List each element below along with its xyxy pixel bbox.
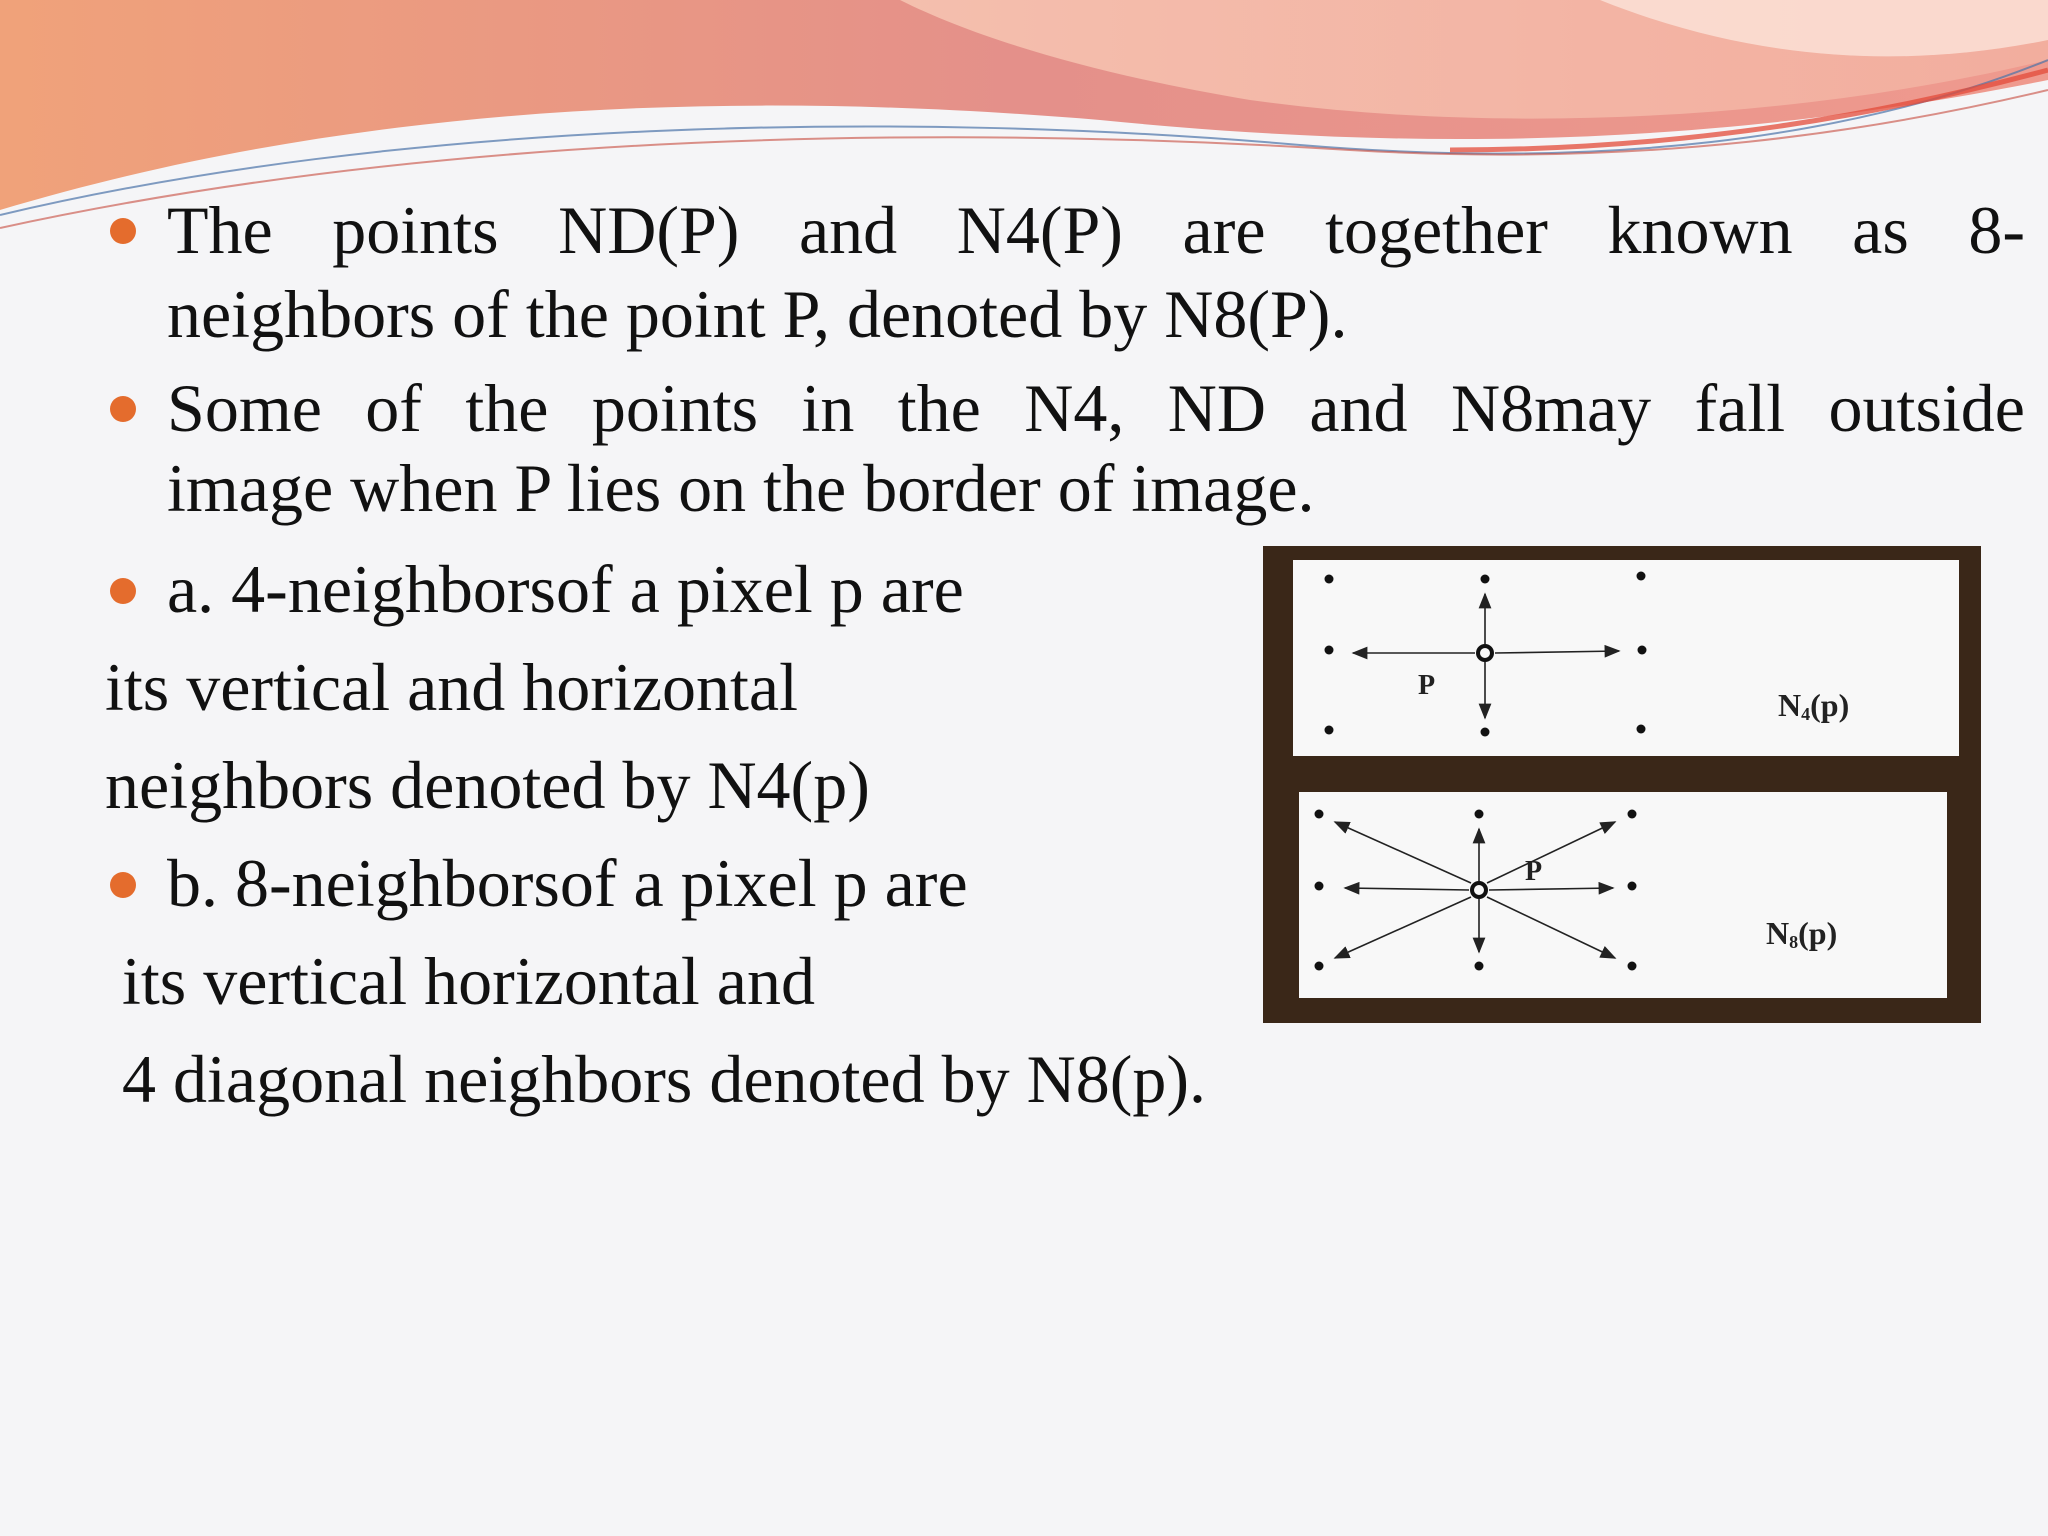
bullet-text-line: The points ND(P) and N4(P) are together known as 8-: [167, 192, 2025, 268]
continuation-line: 4 diagonal neighbors denoted by N8(p).: [105, 1041, 1206, 1117]
bullet-dot-icon: [110, 872, 136, 898]
continuation-line: its vertical horizontal and: [105, 943, 815, 1019]
n8-p-label: P: [1525, 856, 1543, 887]
n4-panel: [1293, 560, 1959, 756]
bullet-dot-icon: [110, 396, 136, 422]
n4-p-label: P: [1418, 670, 1436, 701]
neighborhood-figure: [1263, 546, 1981, 1023]
n4-name-label: N4(p): [1778, 687, 1850, 724]
continuation-line: its vertical and horizontal: [105, 649, 798, 725]
bullet-text-line: a. 4-neighborsof a pixel p are: [167, 551, 964, 627]
bullet-text-line: b. 8-neighborsof a pixel p are: [167, 845, 968, 921]
n8-panel: [1299, 792, 1947, 998]
bullet-text-line: Some of the points in the N4, ND and N8may fall outside: [167, 370, 2025, 446]
bullet-dot-icon: [110, 218, 136, 244]
bullet-item: [105, 190, 2025, 360]
n8-name-label: N8(p): [1766, 915, 1838, 952]
bullet-item: [105, 368, 2025, 538]
bullet-text-line: image when P lies on the border of image.: [167, 450, 1315, 526]
bullet-text-line: neighbors of the point P, denoted by N8(P).: [167, 276, 1348, 352]
bullet-dot-icon: [110, 578, 136, 604]
neighborhood-diagram: [1263, 546, 1981, 1023]
continuation-line: neighbors denoted by N4(p): [105, 747, 870, 823]
